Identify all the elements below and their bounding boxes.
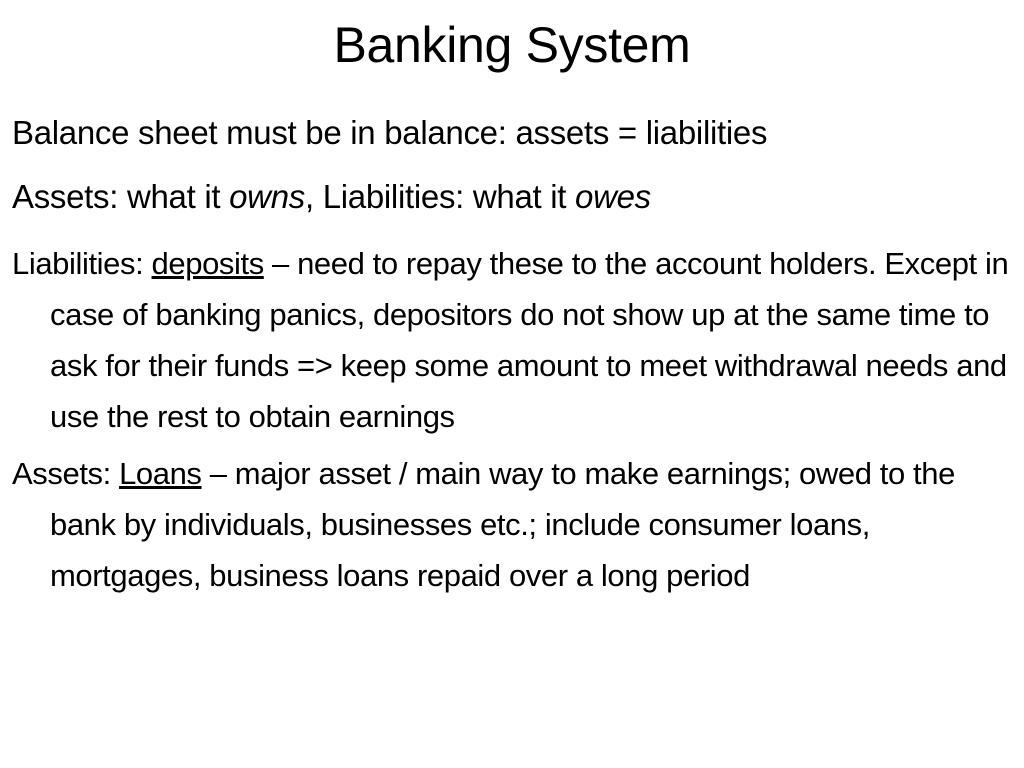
emphasis-owns: owns bbox=[229, 178, 305, 215]
bullet-balance-sheet bbox=[12, 110, 1012, 156]
bullet-text: Balance sheet must be in balance: assets = liabilities bbox=[12, 114, 768, 151]
bullet-list bbox=[12, 110, 1012, 607]
slide-title: Banking System bbox=[333, 17, 691, 73]
bullet-text-part: , Liabilities: what it bbox=[304, 178, 576, 215]
bullet-assets-loans bbox=[12, 448, 1012, 601]
bullet-assets-liabilities bbox=[12, 174, 1012, 220]
term-deposits: deposits bbox=[151, 246, 264, 281]
term-loans: Loans bbox=[119, 456, 202, 491]
bullet-lead: Liabilities: bbox=[12, 246, 152, 281]
bullet-liabilities-deposits bbox=[12, 238, 1012, 442]
bullet-text: – major asset / main way to make earnings; owed to the bank by individuals, businesses etc.; include consumer loans, mortgages, business loans repaid over a long period bbox=[50, 456, 955, 593]
bullet-lead: Assets: bbox=[12, 456, 120, 491]
bullet-text: – need to repay these to the account holders. Except in case of banking panics, depositors do not show up at the same time to ask for their funds => keep some amount to meet withdrawal needs and use the rest to obtain earnings bbox=[50, 246, 1009, 434]
emphasis-owes: owes bbox=[575, 178, 651, 215]
bullet-text-part: Assets: what it bbox=[12, 178, 230, 215]
